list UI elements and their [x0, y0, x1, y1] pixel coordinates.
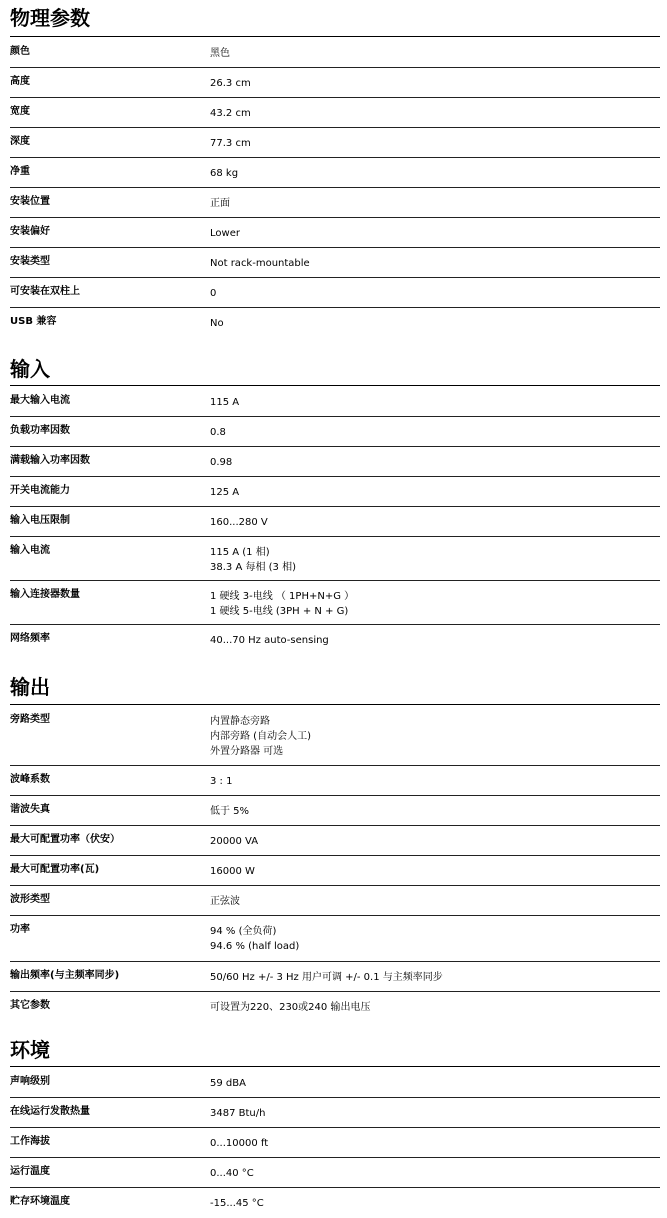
spec-value-line: 68 kg	[210, 168, 239, 179]
spec-value	[210, 286, 216, 301]
section-title: 输出	[10, 675, 50, 699]
spec-value-line: 0.98	[210, 457, 233, 468]
spec-value-line: 黑色	[210, 48, 230, 59]
spec-value-line: 可设置为220、230或240 输出电压	[210, 1002, 371, 1013]
spec-value	[210, 455, 232, 470]
spec-label: 网络频率	[10, 633, 50, 644]
spec-value	[210, 774, 232, 789]
section-title: 环境	[10, 1038, 50, 1062]
spec-row	[10, 537, 660, 581]
spec-value-line: 外置分路器 可选	[210, 746, 284, 757]
spec-value-line: Not rack-mountable	[210, 258, 310, 269]
spec-row	[10, 1098, 660, 1128]
spec-row	[10, 38, 660, 68]
section-title: 输入	[10, 357, 50, 381]
spec-label: 输出频率(与主频率同步)	[10, 970, 120, 981]
spec-row	[10, 1158, 660, 1188]
spec-value	[210, 1076, 246, 1091]
spec-row	[10, 1128, 660, 1158]
spec-value-line: 115 A (1 相)	[210, 547, 270, 558]
spec-label: 旁路类型	[10, 714, 50, 725]
spec-value	[210, 226, 240, 241]
spec-label: 负载功率因数	[10, 425, 70, 436]
spec-value	[210, 515, 268, 530]
section-divider	[10, 704, 660, 705]
spec-label: 颜色	[10, 46, 30, 57]
spec-value	[210, 714, 311, 759]
spec-value	[210, 136, 251, 151]
spec-value-line: No	[210, 318, 224, 329]
spec-value-line: 0.8	[210, 427, 226, 438]
spec-value	[210, 1136, 268, 1151]
spec-label: 满载输入功率因数	[10, 455, 90, 466]
spec-value	[210, 545, 296, 575]
spec-value-line: 0...10000 ft	[210, 1138, 269, 1149]
spec-value-line: 160...280 V	[210, 517, 268, 528]
spec-row	[10, 1068, 660, 1098]
spec-value-line: 0...40 °C	[210, 1168, 254, 1179]
spec-row	[10, 68, 660, 98]
spec-label: 输入电压限制	[10, 515, 70, 526]
spec-row	[10, 308, 660, 338]
spec-label: 谐波失真	[10, 804, 50, 815]
spec-value-line: 低于 5%	[210, 806, 250, 817]
spec-value	[210, 1196, 264, 1211]
spec-row	[10, 447, 660, 477]
spec-row	[10, 962, 660, 992]
spec-row	[10, 218, 660, 248]
spec-value-line: 正面	[210, 198, 230, 209]
spec-row	[10, 886, 660, 916]
spec-value-line: 3 : 1	[210, 776, 233, 787]
spec-row	[10, 158, 660, 188]
spec-value	[210, 970, 443, 985]
spec-value-line: 94 % (全负荷)	[210, 926, 277, 937]
spec-label: 其它参数	[10, 1000, 50, 1011]
spec-row	[10, 992, 660, 1022]
spec-value-line: 正弦波	[210, 896, 240, 907]
spec-row	[10, 706, 660, 766]
spec-value-line: 40...70 Hz auto-sensing	[210, 635, 329, 646]
spec-row	[10, 98, 660, 128]
spec-row	[10, 278, 660, 308]
spec-value	[210, 633, 329, 648]
spec-value	[210, 425, 226, 440]
spec-row	[10, 1188, 660, 1218]
spec-row	[10, 128, 660, 158]
spec-value	[210, 894, 240, 909]
spec-value	[210, 804, 249, 819]
spec-value-line: 内部旁路 (自动会人工)	[210, 731, 311, 742]
spec-label: 工作海拔	[10, 1136, 50, 1147]
spec-value	[210, 1166, 254, 1181]
spec-label: 输入连接器数量	[10, 589, 80, 600]
spec-value	[210, 395, 239, 410]
spec-value	[210, 485, 239, 500]
spec-row	[10, 916, 660, 962]
spec-label: 开关电流能力	[10, 485, 70, 496]
spec-value	[210, 1000, 370, 1015]
spec-row	[10, 796, 660, 826]
spec-label: 最大可配置功率（伏安）	[10, 834, 120, 845]
spec-label: 在线运行发散热量	[10, 1106, 90, 1117]
spec-row	[10, 248, 660, 278]
spec-value	[210, 864, 255, 879]
spec-value-line: 1 硬线 3-电线 （ 1PH+N+G ）	[210, 591, 355, 602]
spec-value-line: -15...45 °C	[210, 1198, 264, 1209]
spec-value-line: 0	[210, 288, 217, 299]
spec-label: 波峰系数	[10, 774, 50, 785]
section-divider	[10, 385, 660, 386]
spec-value-line: 115 A	[210, 397, 240, 408]
spec-row	[10, 581, 660, 625]
spec-label: 最大可配置功率(瓦)	[10, 864, 100, 875]
spec-value-line: 43.2 cm	[210, 108, 251, 119]
spec-label: 功率	[10, 924, 30, 935]
spec-label: USB 兼容	[10, 316, 57, 327]
spec-label: 可安装在双柱上	[10, 286, 80, 297]
spec-value-line: 94.6 % (half load)	[210, 941, 300, 952]
spec-value	[210, 924, 299, 954]
spec-value-line: 3487 Btu/h	[210, 1108, 266, 1119]
spec-value-line: 59 dBA	[210, 1078, 246, 1089]
spec-value	[210, 166, 238, 181]
spec-value-line: 内置静态旁路	[210, 716, 270, 727]
spec-row	[10, 477, 660, 507]
spec-value	[210, 76, 251, 91]
spec-row	[10, 766, 660, 796]
spec-label: 波形类型	[10, 894, 50, 905]
spec-label: 声响级别	[10, 1076, 50, 1087]
spec-row	[10, 188, 660, 218]
spec-value	[210, 834, 258, 849]
spec-label: 深度	[10, 136, 30, 147]
spec-value	[210, 589, 354, 619]
spec-value	[210, 106, 251, 121]
spec-label: 最大输入电流	[10, 395, 70, 406]
spec-row	[10, 856, 660, 886]
spec-row	[10, 625, 660, 655]
spec-value	[210, 256, 310, 271]
spec-row	[10, 826, 660, 856]
spec-label: 安装类型	[10, 256, 50, 267]
spec-label: 运行温度	[10, 1166, 50, 1177]
spec-label: 贮存环境温度	[10, 1196, 70, 1207]
spec-value-line: Lower	[210, 228, 240, 239]
section-title: 物理参数	[10, 6, 90, 30]
spec-label: 安装偏好	[10, 226, 50, 237]
spec-value	[210, 46, 230, 61]
spec-value	[210, 316, 224, 331]
spec-value-line: 50/60 Hz +/- 3 Hz 用户可调 +/- 0.1 与主频率同步	[210, 972, 443, 983]
spec-value-line: 20000 VA	[210, 836, 259, 847]
spec-label: 宽度	[10, 106, 30, 117]
spec-row	[10, 507, 660, 537]
spec-value	[210, 196, 230, 211]
section-divider	[10, 1066, 660, 1067]
spec-label: 净重	[10, 166, 30, 177]
spec-value	[210, 1106, 265, 1121]
spec-value-line: 1 硬线 5-电线 (3PH + N + G)	[210, 606, 349, 617]
spec-label: 安装位置	[10, 196, 50, 207]
spec-row	[10, 387, 660, 417]
spec-row	[10, 417, 660, 447]
spec-value-line: 26.3 cm	[210, 78, 251, 89]
spec-label: 输入电流	[10, 545, 50, 556]
spec-value-line: 125 A	[210, 487, 240, 498]
spec-label: 高度	[10, 76, 30, 87]
spec-value-line: 16000 W	[210, 866, 255, 877]
spec-value-line: 77.3 cm	[210, 138, 251, 149]
spec-value-line: 38.3 A 每相 (3 相)	[210, 562, 296, 573]
section-divider	[10, 36, 660, 37]
